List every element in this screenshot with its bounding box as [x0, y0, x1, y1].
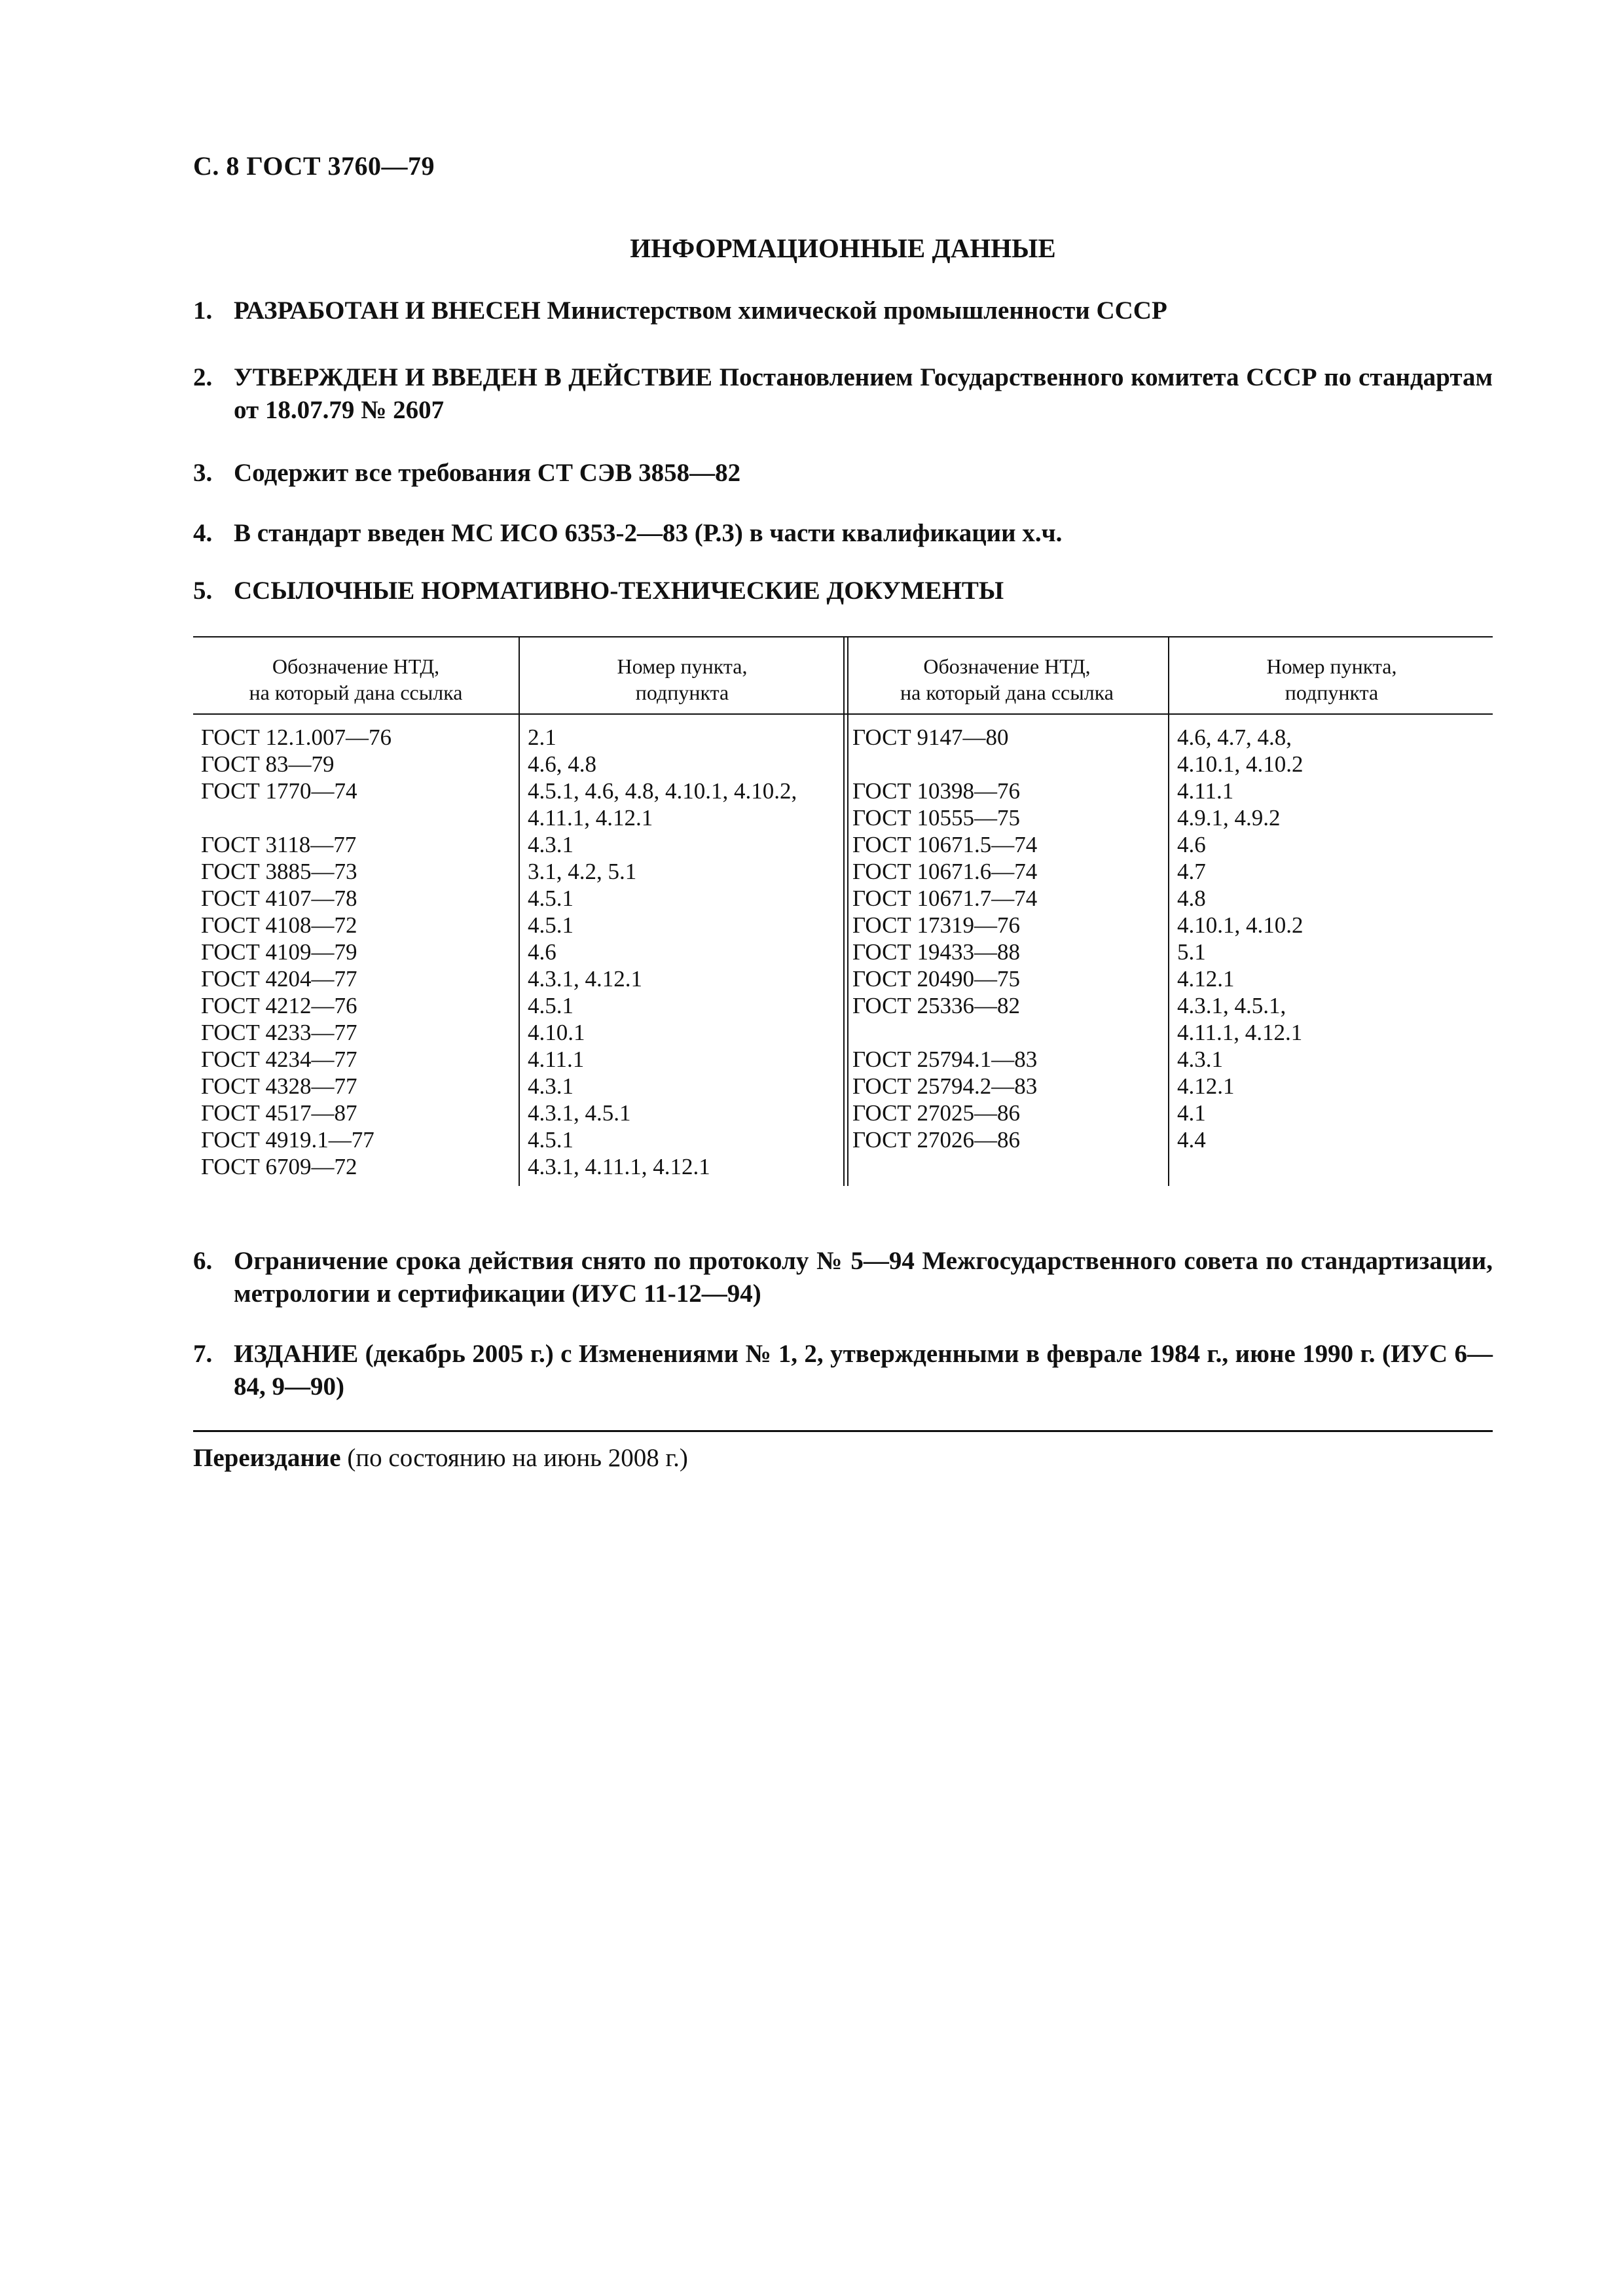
- table-cell: ГОСТ 27026—86: [852, 1127, 1021, 1153]
- table-cell: [852, 1019, 1167, 1046]
- item-text: Содержит все требования СТ СЭВ 3858—82: [234, 459, 741, 487]
- table-cell: ГОСТ 6709—72: [201, 1154, 357, 1179]
- table-cell: 4.3.1, 4.5.1,: [1177, 993, 1286, 1018]
- column-header: Номер пункта, подпункта: [1266, 655, 1397, 704]
- table-cell: ГОСТ 4107—78: [201, 886, 357, 911]
- table-cell: ГОСТ 25794.2—83: [852, 1073, 1038, 1099]
- table-column-clause-2: [1168, 637, 1494, 1186]
- info-item-4: [193, 517, 1493, 550]
- table-cell: ГОСТ 4109—79: [201, 939, 357, 965]
- table-cell: [1177, 1153, 1491, 1180]
- table-cell: ГОСТ 27025—86: [852, 1100, 1021, 1126]
- column-header: Номер пункта, подпункта: [617, 655, 748, 704]
- item-lead: УТВЕРЖДЕН И ВВЕДЕН В ДЕЙСТВИЕ: [234, 363, 713, 391]
- item-number: 5.: [193, 577, 213, 605]
- table-cell: ГОСТ 19433—88: [852, 939, 1021, 965]
- table-cell: 4.6: [528, 939, 556, 965]
- table-cell: ГОСТ 17319—76: [852, 912, 1021, 938]
- table-cell: [852, 1153, 1167, 1180]
- table-cell: 4.10.1: [528, 1020, 585, 1045]
- item-text: Постановлением Государственного комитета СССР по стандартам от 18.07.79 № 2607: [234, 363, 1493, 424]
- table-cell: 4.8: [1177, 886, 1206, 911]
- table-cell: ГОСТ 10671.6—74: [852, 859, 1038, 884]
- table-cell: 4.1: [1177, 1100, 1206, 1126]
- table-cell: ГОСТ 10671.7—74: [852, 886, 1038, 911]
- table-cell: 4.6, 4.7, 4.8,: [1177, 725, 1292, 750]
- table-cell: ГОСТ 12.1.007—76: [201, 725, 392, 750]
- table-cell: 4.6, 4.8: [528, 751, 596, 777]
- item-number: 3.: [193, 459, 213, 487]
- table-cell: ГОСТ 4234—77: [201, 1047, 357, 1072]
- table-cell: ГОСТ 4204—77: [201, 966, 357, 992]
- column-header: Обозначение НТД, на который дана ссылка: [249, 655, 463, 704]
- table-cell: 4.4: [1177, 1127, 1206, 1153]
- table-cell: ГОСТ 4919.1—77: [201, 1127, 374, 1153]
- table-cell: 4.3.1: [1177, 1047, 1223, 1072]
- info-item-3: [193, 457, 1493, 490]
- table-cell: 4.3.1, 4.11.1, 4.12.1: [528, 1154, 710, 1179]
- table-cell: ГОСТ 10398—76: [852, 778, 1021, 804]
- table-cell: 4.12.1: [1177, 1073, 1235, 1099]
- table-column-designation-2: [843, 637, 1169, 1186]
- item-text: ИЗДАНИЕ (декабрь 2005 г.) с Изменениями № 1, 2, утвержденными в феврале 1984 г., июне 1990 г. (ИУС 6—84, 9—90): [234, 1340, 1493, 1401]
- item-number: 7.: [193, 1340, 213, 1368]
- reference-documents-table: [193, 636, 1493, 1186]
- item-text: Ограничение срока действия снято по протоколу № 5—94 Межгосударственного совета по стандартизации, метрологии и сертификации (ИУС 11-12—94): [234, 1247, 1493, 1308]
- table-cell: ГОСТ 4328—77: [201, 1073, 357, 1099]
- table-cell: ГОСТ 4517—87: [201, 1100, 357, 1126]
- table-cell: 4.3.1, 4.12.1: [528, 966, 642, 992]
- table-cell: 4.3.1: [528, 1073, 574, 1099]
- item-number: 4.: [193, 519, 213, 547]
- table-cell: 4.3.1, 4.5.1: [528, 1100, 631, 1126]
- table-cell: ГОСТ 4212—76: [201, 993, 357, 1018]
- info-item-5: [193, 575, 1493, 607]
- table-cell: 4.10.1, 4.10.2: [1177, 912, 1304, 938]
- table-column-clause-1: [519, 637, 845, 1186]
- column-cells: [201, 724, 516, 1180]
- table-cell: 4.5.1, 4.6, 4.8, 4.10.1, 4.10.2,: [528, 778, 797, 804]
- table-cell: ГОСТ 3118—77: [201, 832, 357, 857]
- table-cell: 2.1: [528, 725, 556, 750]
- document-title: ИНФОРМАЦИОННЫЕ ДАННЫЕ: [630, 233, 1056, 263]
- info-item-6: [193, 1245, 1493, 1310]
- table-cell: ГОСТ 25794.1—83: [852, 1047, 1038, 1072]
- table-cell: ГОСТ 1770—74: [201, 778, 357, 804]
- item-text: Министерством химической промышленности СССР: [547, 296, 1167, 325]
- item-number: 1.: [193, 296, 213, 325]
- table-cell: 4.5.1: [528, 886, 574, 911]
- table-cell: 4.11.1, 4.12.1: [1177, 1020, 1303, 1045]
- column-cells: [1177, 724, 1491, 1180]
- table-cell: ГОСТ 4108—72: [201, 912, 357, 938]
- table-cell: 4.11.1: [528, 1047, 585, 1072]
- table-cell: 4.10.1, 4.10.2: [1177, 751, 1304, 777]
- table-cell: 4.5.1: [528, 1127, 574, 1153]
- page-header: С. 8 ГОСТ 3760—79: [193, 151, 435, 181]
- table-column-designation-1: [193, 637, 519, 1186]
- table-cell: 3.1, 4.2, 5.1: [528, 859, 637, 884]
- table-cell: 5.1: [1177, 939, 1206, 965]
- column-cells: [528, 724, 842, 1180]
- table-cell: [852, 751, 1167, 778]
- item-text: В стандарт введен МС ИСО 6353-2—83 (Р.3) в части квалификации х.ч.: [234, 519, 1063, 547]
- item-lead: РАЗРАБОТАН И ВНЕСЕН: [234, 296, 541, 325]
- item-number: 6.: [193, 1247, 213, 1275]
- info-item-7: [193, 1338, 1493, 1403]
- info-item-2: [193, 361, 1493, 427]
- item-text: ССЫЛОЧНЫЕ НОРМАТИВНО-ТЕХНИЧЕСКИЕ ДОКУМЕНТЫ: [234, 577, 1004, 605]
- table-cell: ГОСТ 4233—77: [201, 1020, 357, 1045]
- info-item-1: [193, 295, 1493, 327]
- table-cell: 4.9.1, 4.9.2: [1177, 805, 1281, 831]
- reissue-text: (по состоянию на июнь 2008 г.): [347, 1444, 688, 1472]
- table-cell: ГОСТ 25336—82: [852, 993, 1021, 1018]
- table-cell: ГОСТ 10671.5—74: [852, 832, 1038, 857]
- reissue-note: [193, 1442, 688, 1475]
- table-cell: [201, 804, 516, 831]
- table-cell: 4.5.1: [528, 912, 574, 938]
- table-cell: 4.7: [1177, 859, 1206, 884]
- table-cell: 4.12.1: [1177, 966, 1235, 992]
- column-header: Обозначение НТД, на который дана ссылка: [900, 655, 1114, 704]
- table-cell: 4.5.1: [528, 993, 574, 1018]
- table-cell: 4.3.1: [528, 832, 574, 857]
- table-cell: 4.11.1: [1177, 778, 1234, 804]
- table-cell: 4.11.1, 4.12.1: [528, 805, 653, 831]
- horizontal-rule: [193, 1430, 1493, 1432]
- table-cell: ГОСТ 3885—73: [201, 859, 357, 884]
- table-header-divider: [193, 713, 1493, 715]
- table-cell: ГОСТ 10555—75: [852, 805, 1021, 831]
- item-number: 2.: [193, 363, 213, 391]
- table-cell: ГОСТ 20490—75: [852, 966, 1021, 992]
- column-cells: [852, 724, 1167, 1180]
- table-cell: ГОСТ 83—79: [201, 751, 335, 777]
- reissue-lead: Переиздание: [193, 1444, 341, 1472]
- table-cell: ГОСТ 9147—80: [852, 725, 1009, 750]
- table-cell: 4.6: [1177, 832, 1206, 857]
